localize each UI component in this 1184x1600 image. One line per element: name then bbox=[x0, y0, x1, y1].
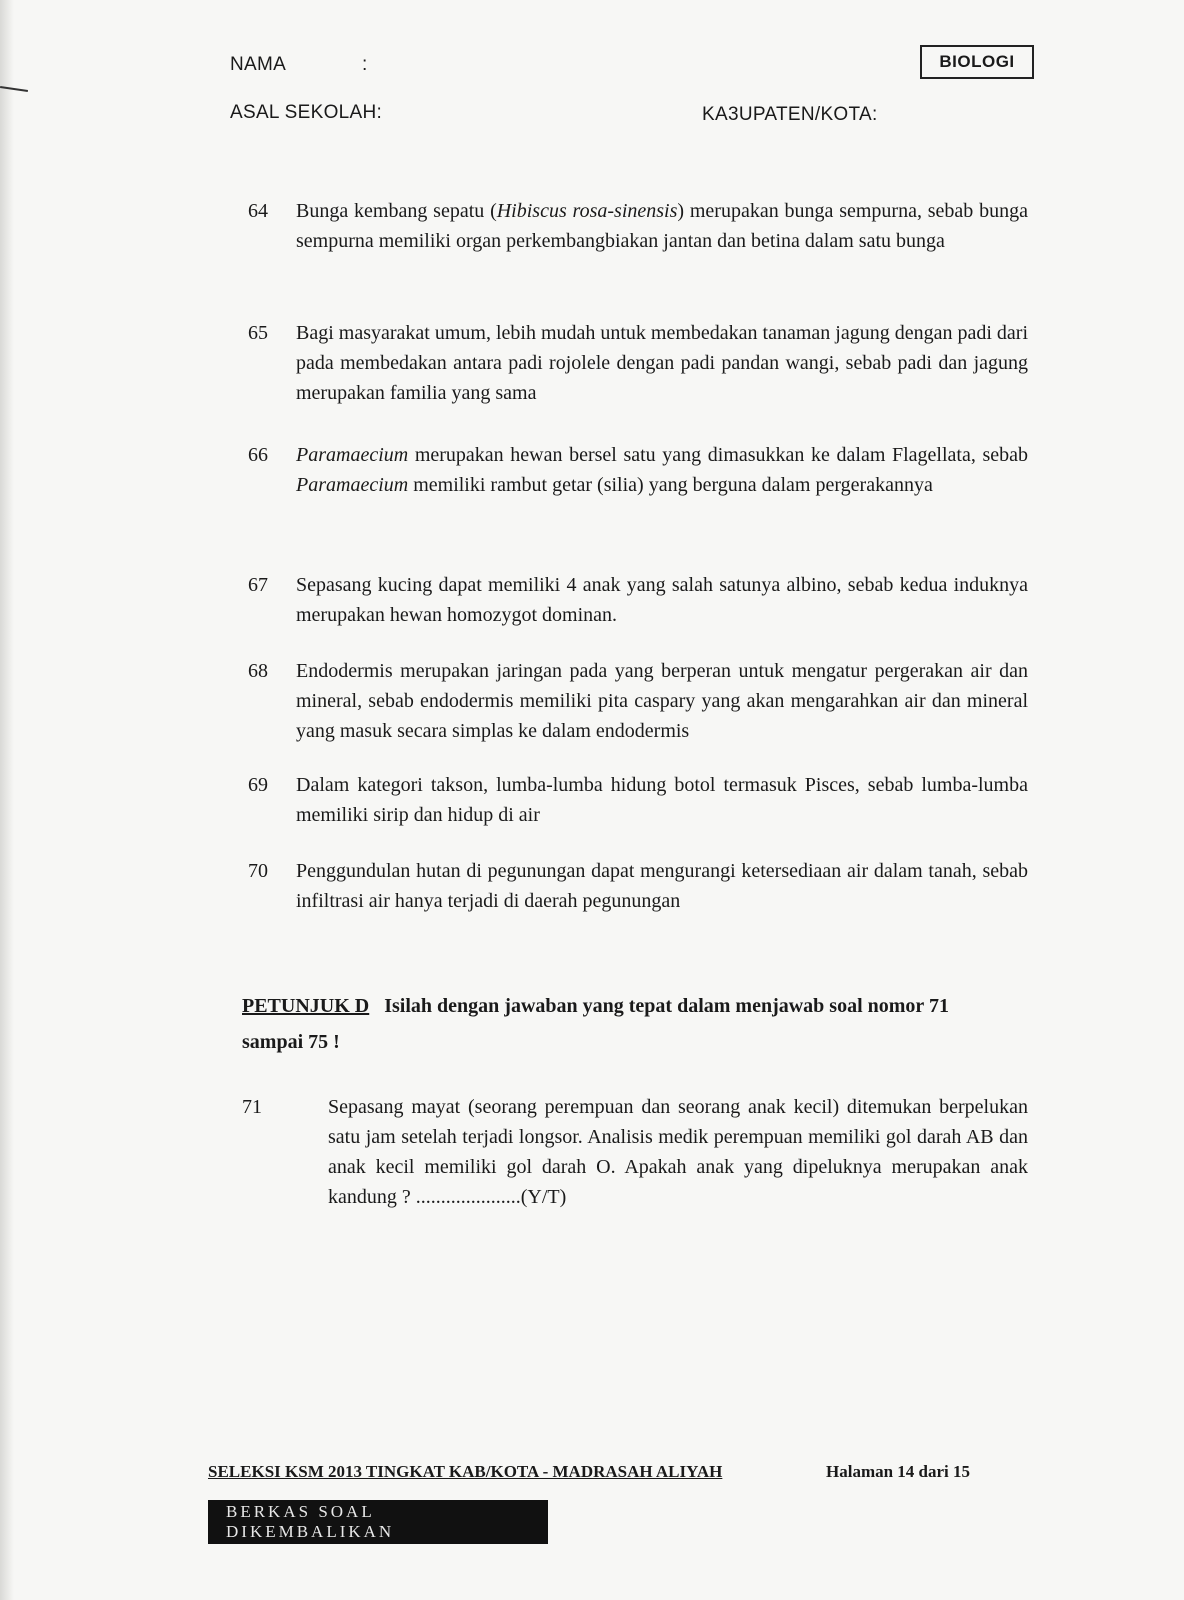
question-text: Bunga kembang sepatu (Hibiscus rosa-sinensis) merupakan bunga sempurna, sebab bunga sempurna memiliki organ perkembangbiakan jantan dan betina dalam satu bunga bbox=[296, 200, 1028, 252]
question-69 bbox=[248, 770, 1028, 830]
subject-box bbox=[920, 45, 1034, 79]
subject-label: BIOLOGI bbox=[939, 52, 1015, 71]
question-70 bbox=[248, 856, 1028, 916]
page-footer bbox=[208, 1462, 998, 1482]
question-number: 70 bbox=[248, 860, 268, 882]
question-text: Endodermis merupakan jaringan pada yang berperan untuk mengatur pergerakan air dan mineral, sebab endodermis memiliki pita caspary yang akan mengarahkan air dan mineral yang masuk secara simplas ke dalam endodermis bbox=[296, 660, 1028, 742]
question-number: 67 bbox=[248, 574, 268, 596]
asal-sekolah-label: ASAL SEKOLAH: bbox=[230, 102, 383, 123]
question-65 bbox=[248, 318, 1028, 408]
question-71 bbox=[242, 1092, 1028, 1212]
exam-title-footer: SELEKSI KSM 2013 TINGKAT KAB/KOTA - MADRASAH ALIYAH bbox=[208, 1462, 723, 1481]
petunjuk-d-instruction bbox=[242, 988, 1002, 1060]
question-text: Paramaecium merupakan hewan bersel satu yang dimasukkan ke dalam Flagellata, sebab Paramaecium memiliki rambut getar (silia) yang berguna dalam pergerakannya bbox=[296, 444, 1028, 496]
question-number: 66 bbox=[248, 444, 268, 466]
question-66 bbox=[248, 440, 1028, 500]
question-number: 71 bbox=[242, 1096, 262, 1118]
question-text: Penggundulan hutan di pegunungan dapat mengurangi ketersediaan air dalam tanah, sebab infiltrasi air hanya terjadi di daerah pegunungan bbox=[296, 860, 1028, 912]
question-text: Bagi masyarakat umum, lebih mudah untuk membedakan tanaman jagung dengan padi dari pada membedakan antara padi rojolele dengan padi pandan wangi, sebab padi dan jagung merupakan familia yang sama bbox=[296, 322, 1029, 404]
question-number: 64 bbox=[248, 200, 268, 222]
kabupaten-kota-label: KA3UPATEN/KOTA: bbox=[702, 104, 878, 125]
page-number: Halaman 14 dari 15 bbox=[826, 1462, 971, 1481]
question-text: Dalam kategori takson, lumba-lumba hidung botol termasuk Pisces, sebab lumba-lumba memiliki sirip dan hidup di air bbox=[296, 774, 1028, 826]
nama-colon: : bbox=[362, 54, 368, 75]
stamp-text: BERKAS SOAL DIKEMBALIKAN bbox=[226, 1502, 395, 1541]
question-number: 68 bbox=[248, 660, 268, 682]
question-68 bbox=[248, 656, 1028, 746]
question-67 bbox=[248, 570, 1028, 630]
question-number: 65 bbox=[248, 322, 268, 344]
scan-shadow-edge bbox=[0, 0, 14, 1600]
petunjuk-label: PETUNJUK D bbox=[242, 995, 370, 1017]
question-number: 69 bbox=[248, 774, 268, 796]
petunjuk-text: Isilah dengan jawaban yang tepat dalam menjawab soal nomor 71 sampai 75 ! bbox=[242, 995, 949, 1053]
question-text: Sepasang kucing dapat memiliki 4 anak yang salah satunya albino, sebab kedua induknya merupakan hewan homozygot dominan. bbox=[296, 574, 1028, 626]
question-text: Sepasang mayat (seorang perempuan dan seorang anak kecil) ditemukan berpelukan satu jam setelah terjadi longsor. Analisis medik perempuan memiliki gol darah AB dan anak kecil memiliki gol darah O. Apakah anak yang dipeluknya merupakan anak kandung ? .....................(Y/T) bbox=[328, 1096, 1028, 1208]
question-64 bbox=[248, 196, 1028, 256]
return-stamp bbox=[208, 1500, 548, 1544]
nama-label: NAMA bbox=[230, 54, 287, 75]
